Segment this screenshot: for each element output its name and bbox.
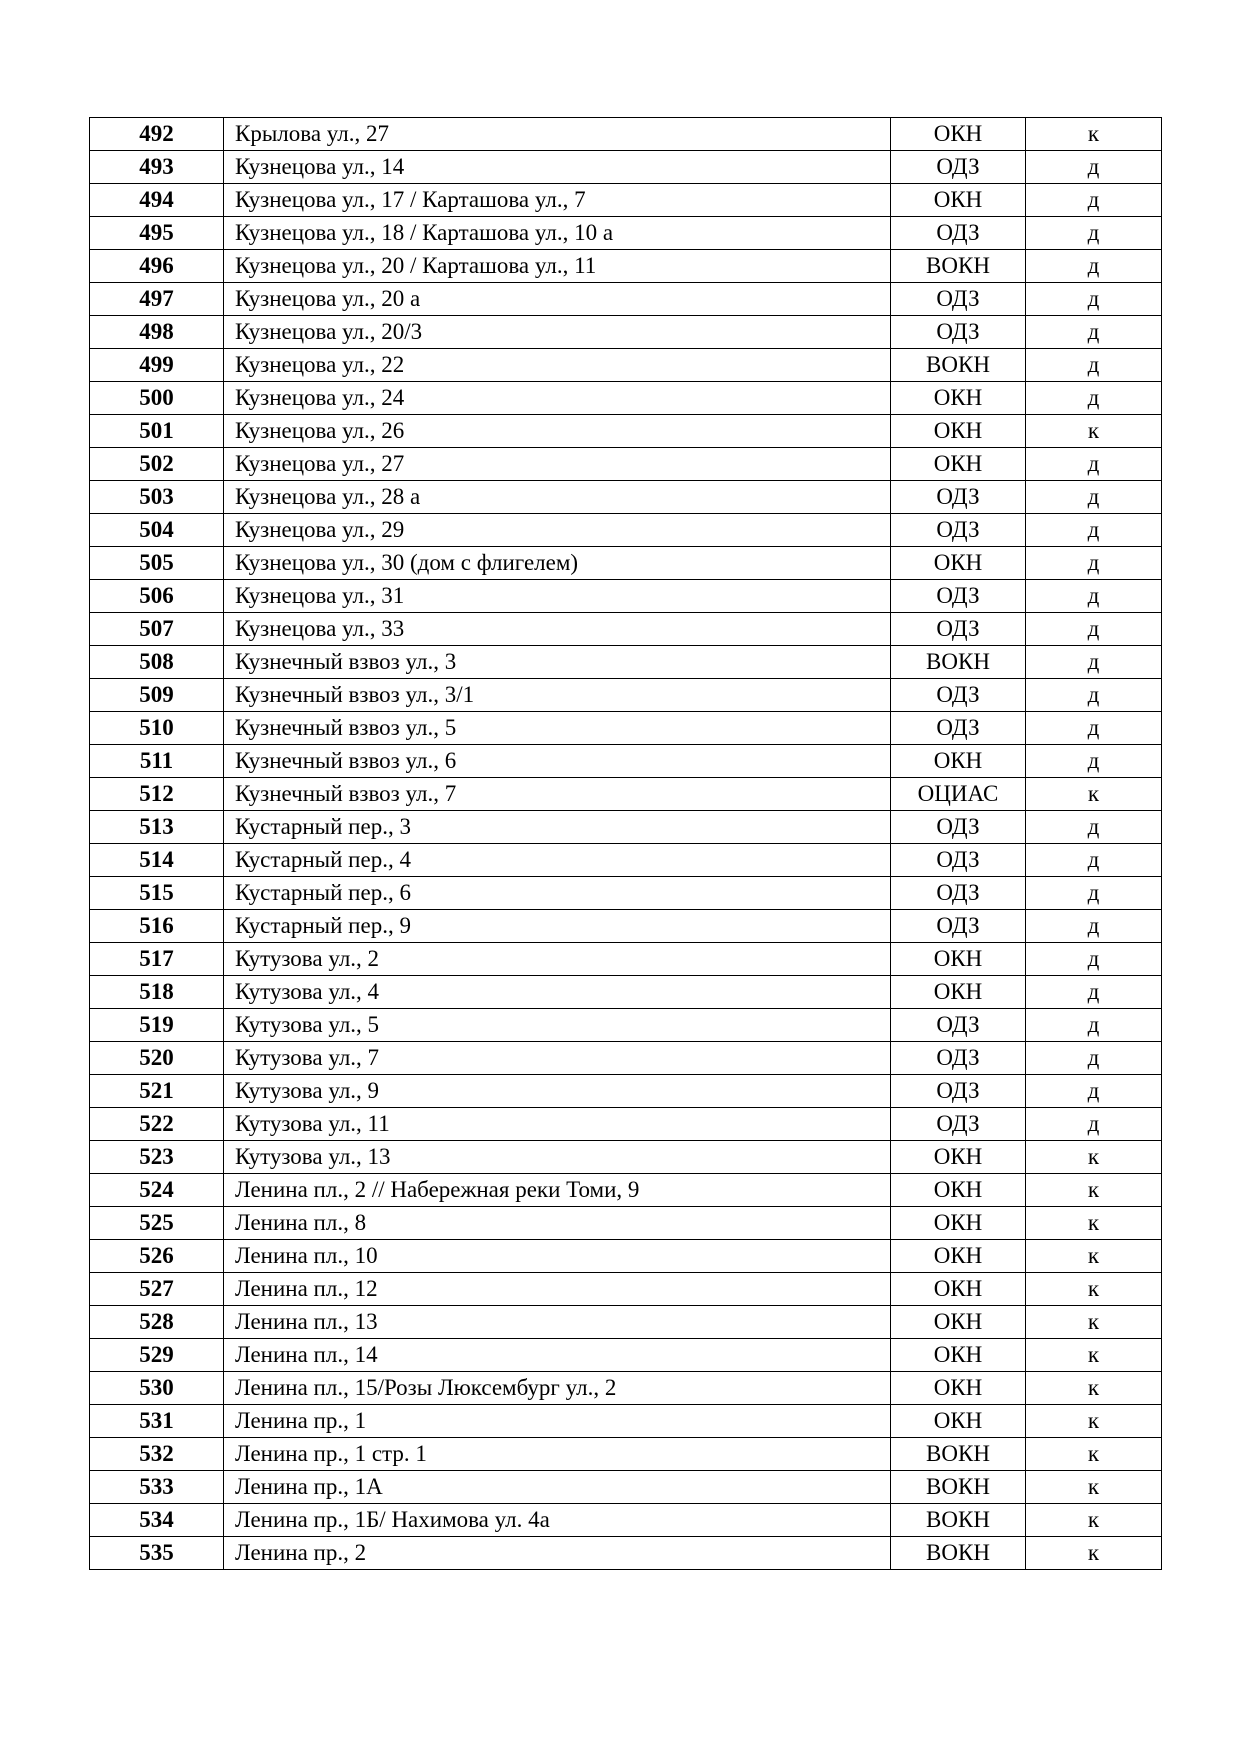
row-number-cell: 496 <box>90 250 224 283</box>
row-number-cell: 530 <box>90 1372 224 1405</box>
type-cell: к <box>1026 1504 1162 1537</box>
table-row <box>90 679 1162 712</box>
address-cell: Ленина пл., 10 <box>224 1240 891 1273</box>
row-number-cell: 492 <box>90 118 224 151</box>
address-cell: Кузнецова ул., 31 <box>224 580 891 613</box>
address-cell: Кузнецова ул., 20 / Карташова ул., 11 <box>224 250 891 283</box>
table-row <box>90 1273 1162 1306</box>
address-cell: Ленина пл., 15/Розы Люксембург ул., 2 <box>224 1372 891 1405</box>
table-row <box>90 778 1162 811</box>
table-row <box>90 943 1162 976</box>
address-cell: Ленина пл., 2 // Набережная реки Томи, 9 <box>224 1174 891 1207</box>
row-number-cell: 532 <box>90 1438 224 1471</box>
category-cell: ОДЗ <box>891 481 1026 514</box>
type-cell: д <box>1026 943 1162 976</box>
category-cell: ОДЗ <box>891 151 1026 184</box>
table-row <box>90 910 1162 943</box>
row-number-cell: 498 <box>90 316 224 349</box>
table-row <box>90 382 1162 415</box>
address-cell: Ленина пр., 1Б/ Нахимова ул. 4а <box>224 1504 891 1537</box>
category-cell: ОКН <box>891 382 1026 415</box>
category-cell: ОКН <box>891 943 1026 976</box>
category-cell: ВОКН <box>891 349 1026 382</box>
type-cell: д <box>1026 514 1162 547</box>
table-row <box>90 1240 1162 1273</box>
category-cell: ВОКН <box>891 1504 1026 1537</box>
row-number-cell: 495 <box>90 217 224 250</box>
table-row <box>90 1504 1162 1537</box>
address-cell: Кустарный пер., 9 <box>224 910 891 943</box>
address-cell: Кузнецова ул., 26 <box>224 415 891 448</box>
address-cell: Кутузова ул., 2 <box>224 943 891 976</box>
category-cell: ОДЗ <box>891 1075 1026 1108</box>
table-row <box>90 1306 1162 1339</box>
address-cell: Ленина пр., 1А <box>224 1471 891 1504</box>
row-number-cell: 511 <box>90 745 224 778</box>
type-cell: д <box>1026 910 1162 943</box>
address-cell: Кузнецова ул., 30 (дом с флигелем) <box>224 547 891 580</box>
table-row <box>90 976 1162 1009</box>
type-cell: д <box>1026 613 1162 646</box>
category-cell: ОКН <box>891 547 1026 580</box>
category-cell: ОКН <box>891 1174 1026 1207</box>
type-cell: д <box>1026 1009 1162 1042</box>
row-number-cell: 521 <box>90 1075 224 1108</box>
address-cell: Ленина пл., 12 <box>224 1273 891 1306</box>
table-row <box>90 415 1162 448</box>
type-cell: к <box>1026 1141 1162 1174</box>
table-row <box>90 613 1162 646</box>
row-number-cell: 523 <box>90 1141 224 1174</box>
type-cell: д <box>1026 349 1162 382</box>
address-cell: Ленина пл., 13 <box>224 1306 891 1339</box>
address-cell: Кузнечный взвоз ул., 3/1 <box>224 679 891 712</box>
category-cell: ОДЗ <box>891 679 1026 712</box>
type-cell: д <box>1026 679 1162 712</box>
address-cell: Кузнецова ул., 29 <box>224 514 891 547</box>
address-cell: Ленина пр., 1 <box>224 1405 891 1438</box>
category-cell: ОДЗ <box>891 910 1026 943</box>
row-number-cell: 497 <box>90 283 224 316</box>
table-row <box>90 1438 1162 1471</box>
category-cell: ОКН <box>891 745 1026 778</box>
row-number-cell: 516 <box>90 910 224 943</box>
category-cell: ОКН <box>891 1240 1026 1273</box>
type-cell: к <box>1026 778 1162 811</box>
address-cell: Ленина пр., 1 стр. 1 <box>224 1438 891 1471</box>
address-cell: Кузнецова ул., 14 <box>224 151 891 184</box>
type-cell: д <box>1026 481 1162 514</box>
row-number-cell: 502 <box>90 448 224 481</box>
address-cell: Кузнецова ул., 27 <box>224 448 891 481</box>
type-cell: д <box>1026 382 1162 415</box>
table-row <box>90 217 1162 250</box>
category-cell: ОКН <box>891 976 1026 1009</box>
table-row <box>90 646 1162 679</box>
row-number-cell: 494 <box>90 184 224 217</box>
table-row <box>90 1207 1162 1240</box>
address-cell: Кузнецова ул., 17 / Карташова ул., 7 <box>224 184 891 217</box>
category-cell: ВОКН <box>891 646 1026 679</box>
address-cell: Кутузова ул., 5 <box>224 1009 891 1042</box>
category-cell: ОЦИАС <box>891 778 1026 811</box>
type-cell: д <box>1026 811 1162 844</box>
type-cell: к <box>1026 1339 1162 1372</box>
table-row <box>90 580 1162 613</box>
category-cell: ОДЗ <box>891 844 1026 877</box>
row-number-cell: 510 <box>90 712 224 745</box>
address-cell: Кузнецова ул., 20 а <box>224 283 891 316</box>
category-cell: ОКН <box>891 1339 1026 1372</box>
category-cell: ВОКН <box>891 1537 1026 1570</box>
category-cell: ОДЗ <box>891 1009 1026 1042</box>
category-cell: ОДЗ <box>891 217 1026 250</box>
type-cell: к <box>1026 1471 1162 1504</box>
row-number-cell: 517 <box>90 943 224 976</box>
row-number-cell: 500 <box>90 382 224 415</box>
table-row <box>90 547 1162 580</box>
category-cell: ОДЗ <box>891 1042 1026 1075</box>
category-cell: ОДЗ <box>891 316 1026 349</box>
type-cell: д <box>1026 1075 1162 1108</box>
table-row <box>90 118 1162 151</box>
objects-table-body <box>90 118 1162 1570</box>
category-cell: ВОКН <box>891 1471 1026 1504</box>
row-number-cell: 513 <box>90 811 224 844</box>
table-row <box>90 1372 1162 1405</box>
address-cell: Кустарный пер., 6 <box>224 877 891 910</box>
address-cell: Крылова ул., 27 <box>224 118 891 151</box>
table-row <box>90 1339 1162 1372</box>
table-row <box>90 151 1162 184</box>
address-cell: Кустарный пер., 3 <box>224 811 891 844</box>
type-cell: д <box>1026 217 1162 250</box>
row-number-cell: 493 <box>90 151 224 184</box>
category-cell: ВОКН <box>891 1438 1026 1471</box>
type-cell: д <box>1026 151 1162 184</box>
table-row <box>90 877 1162 910</box>
row-number-cell: 533 <box>90 1471 224 1504</box>
table-row <box>90 1405 1162 1438</box>
table-row <box>90 514 1162 547</box>
table-row <box>90 1141 1162 1174</box>
type-cell: д <box>1026 745 1162 778</box>
type-cell: д <box>1026 184 1162 217</box>
type-cell: д <box>1026 712 1162 745</box>
table-row <box>90 745 1162 778</box>
category-cell: ОДЗ <box>891 283 1026 316</box>
address-cell: Кузнецова ул., 18 / Карташова ул., 10 а <box>224 217 891 250</box>
row-number-cell: 501 <box>90 415 224 448</box>
row-number-cell: 509 <box>90 679 224 712</box>
type-cell: д <box>1026 844 1162 877</box>
type-cell: д <box>1026 1042 1162 1075</box>
row-number-cell: 520 <box>90 1042 224 1075</box>
category-cell: ОКН <box>891 1141 1026 1174</box>
row-number-cell: 508 <box>90 646 224 679</box>
row-number-cell: 534 <box>90 1504 224 1537</box>
type-cell: к <box>1026 1438 1162 1471</box>
type-cell: д <box>1026 250 1162 283</box>
row-number-cell: 527 <box>90 1273 224 1306</box>
row-number-cell: 535 <box>90 1537 224 1570</box>
type-cell: д <box>1026 448 1162 481</box>
type-cell: д <box>1026 1108 1162 1141</box>
address-cell: Кузнецова ул., 28 а <box>224 481 891 514</box>
table-row <box>90 481 1162 514</box>
type-cell: д <box>1026 283 1162 316</box>
address-cell: Кутузова ул., 7 <box>224 1042 891 1075</box>
category-cell: ОКН <box>891 1405 1026 1438</box>
category-cell: ОКН <box>891 184 1026 217</box>
table-row <box>90 1108 1162 1141</box>
address-cell: Ленина пр., 2 <box>224 1537 891 1570</box>
type-cell: д <box>1026 646 1162 679</box>
row-number-cell: 503 <box>90 481 224 514</box>
row-number-cell: 515 <box>90 877 224 910</box>
objects-table <box>89 117 1162 1570</box>
table-row <box>90 811 1162 844</box>
row-number-cell: 512 <box>90 778 224 811</box>
type-cell: к <box>1026 1174 1162 1207</box>
address-cell: Кутузова ул., 11 <box>224 1108 891 1141</box>
type-cell: д <box>1026 316 1162 349</box>
address-cell: Ленина пл., 8 <box>224 1207 891 1240</box>
address-cell: Ленина пл., 14 <box>224 1339 891 1372</box>
type-cell: к <box>1026 118 1162 151</box>
category-cell: ОДЗ <box>891 613 1026 646</box>
type-cell: к <box>1026 415 1162 448</box>
type-cell: к <box>1026 1240 1162 1273</box>
row-number-cell: 504 <box>90 514 224 547</box>
address-cell: Кузнецова ул., 22 <box>224 349 891 382</box>
row-number-cell: 506 <box>90 580 224 613</box>
row-number-cell: 524 <box>90 1174 224 1207</box>
address-cell: Кузнечный взвоз ул., 5 <box>224 712 891 745</box>
type-cell: д <box>1026 877 1162 910</box>
type-cell: к <box>1026 1207 1162 1240</box>
type-cell: к <box>1026 1537 1162 1570</box>
table-row <box>90 316 1162 349</box>
table-row <box>90 1042 1162 1075</box>
type-cell: к <box>1026 1273 1162 1306</box>
type-cell: д <box>1026 976 1162 1009</box>
category-cell: ОКН <box>891 448 1026 481</box>
table-row <box>90 448 1162 481</box>
row-number-cell: 528 <box>90 1306 224 1339</box>
address-cell: Кузнечный взвоз ул., 7 <box>224 778 891 811</box>
table-row <box>90 1174 1162 1207</box>
address-cell: Кузнецова ул., 20/3 <box>224 316 891 349</box>
row-number-cell: 514 <box>90 844 224 877</box>
table-row <box>90 184 1162 217</box>
type-cell: к <box>1026 1372 1162 1405</box>
category-cell: ОДЗ <box>891 514 1026 547</box>
category-cell: ОКН <box>891 1372 1026 1405</box>
category-cell: ОКН <box>891 1273 1026 1306</box>
category-cell: ОКН <box>891 118 1026 151</box>
row-number-cell: 519 <box>90 1009 224 1042</box>
category-cell: ОДЗ <box>891 877 1026 910</box>
row-number-cell: 531 <box>90 1405 224 1438</box>
category-cell: ОКН <box>891 1207 1026 1240</box>
table-row <box>90 349 1162 382</box>
type-cell: к <box>1026 1306 1162 1339</box>
table-row <box>90 844 1162 877</box>
address-cell: Кустарный пер., 4 <box>224 844 891 877</box>
category-cell: ОДЗ <box>891 1108 1026 1141</box>
category-cell: ОКН <box>891 415 1026 448</box>
address-cell: Кузнецова ул., 24 <box>224 382 891 415</box>
address-cell: Кузнечный взвоз ул., 6 <box>224 745 891 778</box>
category-cell: ВОКН <box>891 250 1026 283</box>
address-cell: Кутузова ул., 4 <box>224 976 891 1009</box>
row-number-cell: 529 <box>90 1339 224 1372</box>
category-cell: ОКН <box>891 1306 1026 1339</box>
row-number-cell: 499 <box>90 349 224 382</box>
type-cell: д <box>1026 547 1162 580</box>
type-cell: д <box>1026 580 1162 613</box>
category-cell: ОДЗ <box>891 811 1026 844</box>
row-number-cell: 505 <box>90 547 224 580</box>
table-row <box>90 1537 1162 1570</box>
table-row <box>90 250 1162 283</box>
table-row <box>90 1471 1162 1504</box>
table-row <box>90 1009 1162 1042</box>
row-number-cell: 526 <box>90 1240 224 1273</box>
row-number-cell: 507 <box>90 613 224 646</box>
row-number-cell: 522 <box>90 1108 224 1141</box>
type-cell: к <box>1026 1405 1162 1438</box>
address-cell: Кузнечный взвоз ул., 3 <box>224 646 891 679</box>
address-cell: Кузнецова ул., 33 <box>224 613 891 646</box>
address-cell: Кутузова ул., 9 <box>224 1075 891 1108</box>
address-cell: Кутузова ул., 13 <box>224 1141 891 1174</box>
table-row <box>90 1075 1162 1108</box>
table-row <box>90 283 1162 316</box>
row-number-cell: 525 <box>90 1207 224 1240</box>
category-cell: ОДЗ <box>891 580 1026 613</box>
row-number-cell: 518 <box>90 976 224 1009</box>
category-cell: ОДЗ <box>891 712 1026 745</box>
table-row <box>90 712 1162 745</box>
